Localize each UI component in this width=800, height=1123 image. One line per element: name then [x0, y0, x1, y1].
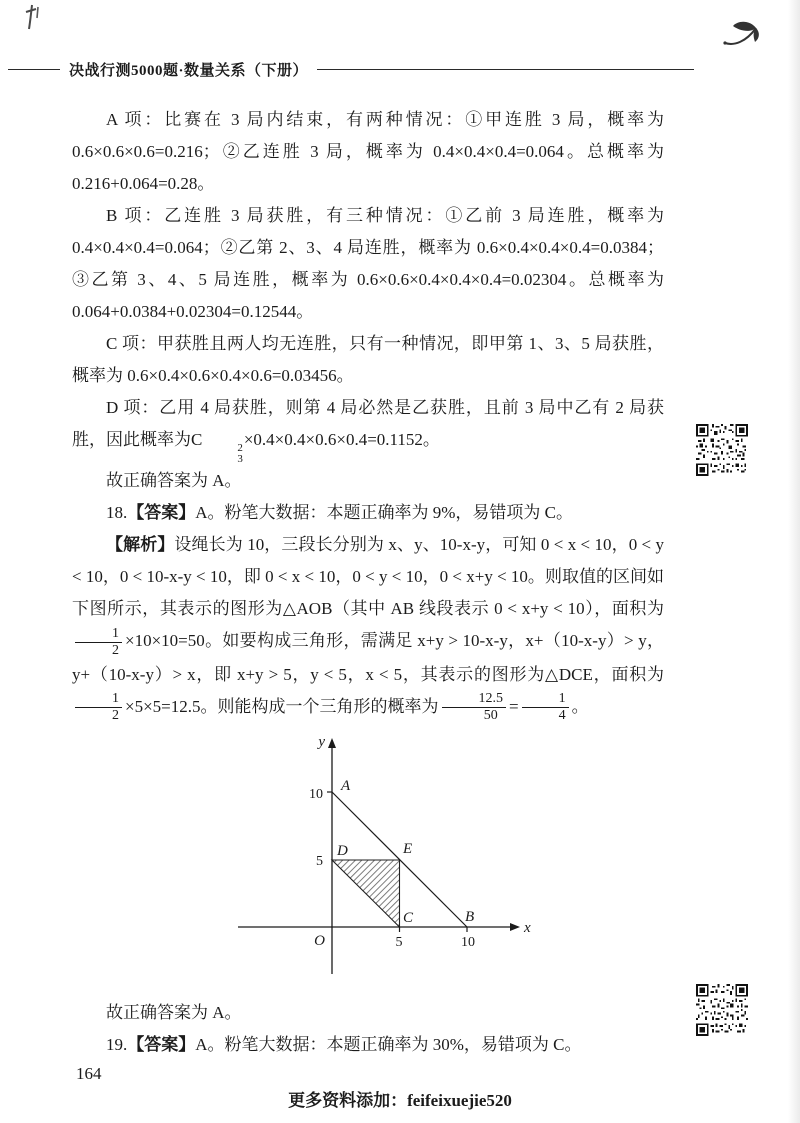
figure-tick-y10-label: 10	[309, 787, 323, 803]
fraction-one-half-2: $\frac{1}{2}$	[75, 691, 122, 724]
combination-subscript: 3	[237, 453, 243, 465]
analysis-seg-2: ×10×10=50。如要构成三角形，需满足 x+y > 10-x-y，x+（10-x-y）> y，y+（10-x-y）> x，即 x+y > 5，y < 5，x < 5，其表示的图形为△DCE，面积为	[72, 631, 664, 684]
answer-label-19: 【答案】	[127, 1035, 196, 1055]
figure-label-E: E	[403, 841, 413, 858]
figure-label-C: C	[403, 910, 414, 927]
header-rule-left	[8, 69, 60, 70]
main-text-column	[72, 104, 664, 1061]
leaf-icon	[722, 18, 764, 58]
paragraph-option-b: B 项：乙连胜 3 局获胜，有三种情况：①乙前 3 局连胜，概率为 0.4×0.4×0.4=0.064；②乙第 2、3、4 局连胜，概率为 0.6×0.4×0.4×0.4=0.0384；③乙第 3、4、5 局连胜，概率为 0.6×0.6×0.4×0.4×0.4=0.02304。总概率为 0.064+0.0384+0.02304=0.12544。	[72, 206, 664, 321]
figure-label-B: B	[465, 909, 475, 926]
scan-edge-shadow	[788, 0, 800, 1123]
shaded-triangle-DCE	[332, 860, 400, 927]
analysis-equals: =	[509, 696, 519, 716]
question-number-18: 18.	[106, 503, 128, 522]
answer-label-18: 【答案】	[127, 503, 196, 522]
figure-label-D: D	[337, 843, 348, 860]
qr-code-1	[696, 424, 748, 476]
analysis-label: 【解析】	[106, 535, 175, 554]
conclusion-line-19: 故正确答案为 A。	[106, 1003, 242, 1023]
analysis-seg-3: ×5×5=12.5。则能构成一个三角形的概率为	[125, 696, 439, 716]
figure-label-O: O	[314, 933, 325, 950]
answer-line-19	[72, 1029, 664, 1061]
answer-text-18: A。粉笔大数据：本题正确率为 9%，易错项为 C。	[195, 503, 574, 522]
combination-notation	[203, 443, 243, 465]
figure-tick-y5-label: 5	[316, 854, 323, 870]
figure-label-y: y	[318, 734, 325, 751]
figure-label-A: A	[341, 778, 351, 795]
book-title: 决战行测5000题·数量关系（下册）	[69, 62, 309, 79]
figure-tick-x5-label: 5	[395, 935, 403, 951]
pen-mark-icon	[24, 2, 50, 32]
y-axis-arrow	[328, 738, 336, 748]
answer-text-19: A。粉笔大数据：本题正确率为 30%，易错项为 C。	[195, 1035, 582, 1055]
question-number-19: 19.	[106, 1035, 128, 1055]
paragraph-option-d	[72, 392, 664, 465]
fraction-one-quarter: $\frac{1}{4}$	[522, 691, 569, 724]
option-d-formula: ×0.4×0.4×0.6×0.4=0.1152。	[243, 430, 440, 449]
page-header	[8, 60, 694, 78]
analysis-paragraph	[72, 529, 664, 724]
qr-code-2	[696, 984, 748, 1036]
x-axis-arrow	[510, 923, 520, 931]
answer-line-18	[72, 497, 664, 529]
fraction-one-half-1: $\frac{1}{2}$	[75, 626, 122, 659]
page-number: 164	[76, 1064, 102, 1083]
triangle-probability-figure	[222, 732, 552, 982]
paragraph-option-c: C 项：甲获胜且两人均无连胜，只有一种情况，即甲第 1、3、5 局获胜，概率为 0.6×0.4×0.6×0.4×0.6=0.03456。	[72, 334, 664, 385]
analysis-seg-1: 设绳长为 10，三段长分别为 x、y、10-x-y，可知 0 < x < 10，0 < y < 10，0 < 10-x-y < 10，即 0 < x < 10，0 < y < 10，0 < x+y < 10。则取值的区间如下图所示，其表示的图形为△AOB（其中 AB 线段表示 0 < x+y < 10），面积为	[72, 535, 664, 618]
paragraph-option-a: A 项：比赛在 3 局内结束，有两种情况：①甲连胜 3 局，概率为 0.6×0.6×0.6=0.216；②乙连胜 3 局，概率为 0.4×0.4×0.4=0.064。总概率为 0.216+0.064=0.28。	[72, 110, 664, 193]
figure-tick-x10-label: 10	[461, 935, 475, 951]
option-d-text: D 项：乙用 4 局获胜，则第 4 局必然是乙获胜，且前 3 局中乙有 2 局获胜，因此概率为C	[72, 398, 664, 449]
header-rule-right	[317, 69, 694, 70]
analysis-seg-4: 。	[571, 696, 589, 716]
fraction-probability: $\frac{12.5}{50}$	[442, 691, 507, 724]
conclusion-line-18: 故正确答案为 A。	[106, 471, 242, 490]
figure-container	[222, 732, 664, 993]
combination-superscript: 2	[237, 442, 243, 454]
footer-note: 更多资料添加：feifeixuejie520	[288, 1091, 512, 1110]
figure-label-x: x	[524, 920, 531, 937]
